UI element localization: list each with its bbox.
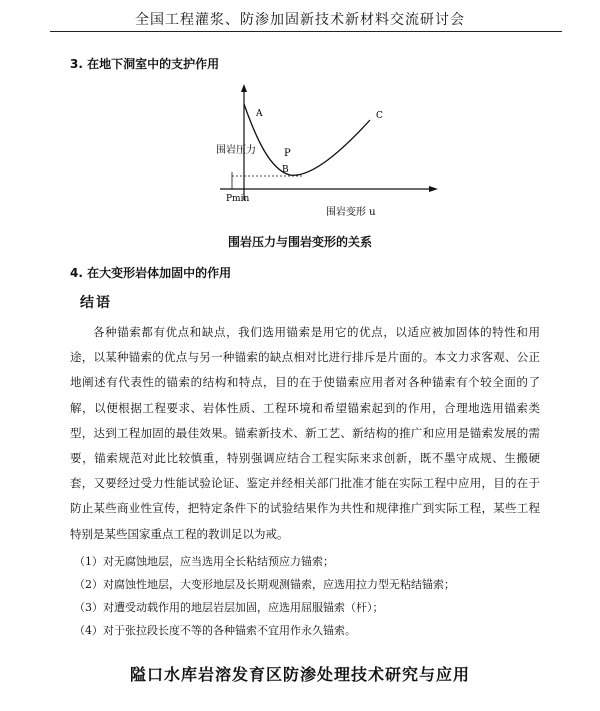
label-pressure: 围岩压力 (216, 145, 256, 156)
x-axis-arrow (429, 186, 438, 192)
label-pmin: Pmin (226, 194, 250, 204)
next-article-title: 隘口水库岩溶发育区防渗处理技术研究与应用 (129, 665, 470, 684)
page-header (0, 0, 600, 34)
label-b: B (282, 165, 289, 175)
list-item: （4）对于张拉段长度不等的各种锚索不宜用作永久锚索。 (74, 624, 356, 637)
list-item: （2）对腐蚀性地层，大变形地层及长期观测锚索，应选用拉力型无粘结锚索； (74, 578, 455, 591)
conclusion-paragraph: 各种锚索都有优点和缺点，我们选用锚索是用它的优点，以适应被加固体的特性和用途，以某种锚索的优点与另一种锚索的缺点相对比进行排斥是片面的。本文力求客观、公正地阐述有代表性的锚索的结构和特点，目的在于使锚索应用者对各种锚索有个较全面的了解，以便根据工程要求、岩体性质、工程环境和希望锚索起到的作用，合理地选用锚索类型，达到工程加固的最佳效果。锚索新技术、新工艺、新结构的推广和应用是锚索发展的需要，锚索规范对此比较慎重，特别强调应结合工程实际来求创新，既不墨守成规、生搬硬套，又要经过受力性能试验论证、鉴定并经相关部门批准才能在实际工程中应用，目的在于防止某些商业性宣传，把特定条件下的试验结果作为共性和规律推广到实际工程，某些工程特别是某些国家重点工程的教训足以为戒。 (70, 325, 540, 541)
pressure-deformation-figure (210, 78, 450, 228)
label-c: C (376, 111, 383, 121)
figure-caption: 围岩压力与围岩变形的关系 (227, 235, 372, 249)
section-3-heading: 3. 在地下洞室中的支护作用 (70, 57, 220, 71)
y-axis-arrow (241, 84, 247, 92)
section-4-heading: 4. 在大变形岩体加固中的作用 (70, 266, 232, 280)
label-p: P (284, 148, 291, 159)
list-item: （3）对遭受动载作用的地层岩层加固，应选用屈服锚索（杆）； (74, 601, 384, 614)
list-item: （1）对无腐蚀地层，应当选用全长粘结预应力锚索； (74, 555, 334, 568)
header-title: 全国工程灌浆、防渗加固新技术新材料交流研讨会 (135, 12, 465, 28)
label-deformation: 围岩变形 u (326, 207, 376, 218)
header-rule (50, 31, 562, 32)
label-a: A (256, 109, 263, 119)
conclusion-title: 结语 (80, 295, 112, 311)
pressure-curve (244, 104, 370, 175)
recommendation-list (74, 550, 554, 642)
